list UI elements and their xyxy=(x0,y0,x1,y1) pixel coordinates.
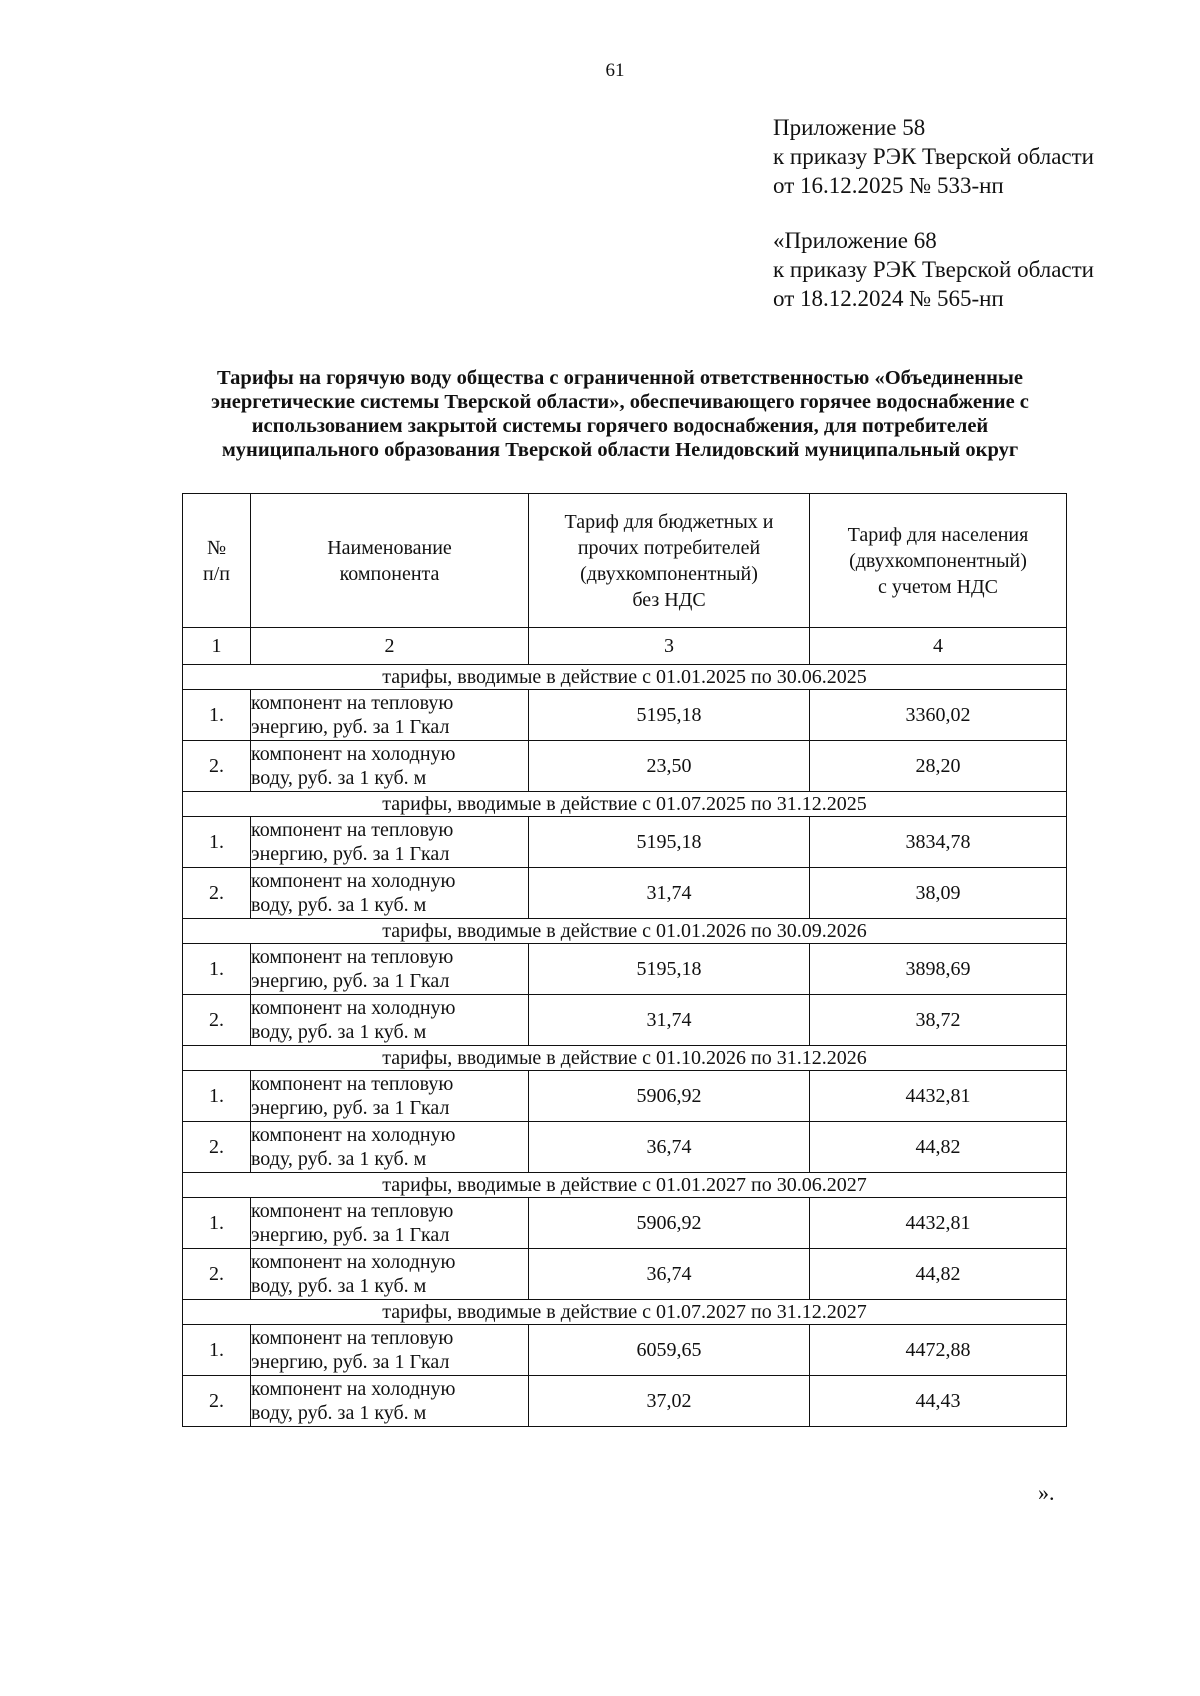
title-line: муниципального образования Тверской области Нелидовский муниципальный округ xyxy=(221,439,1019,461)
table-row xyxy=(183,1122,1067,1173)
header-name-line: компонента xyxy=(339,562,440,585)
population-tariff-value: 38,72 xyxy=(810,995,1067,1046)
component-name-line: воду, руб. за 1 куб. м xyxy=(251,894,427,916)
component-name-line: компонент на тепловую xyxy=(251,1327,454,1349)
population-tariff-value: 3834,78 xyxy=(810,817,1067,868)
component-name-line: компонент на тепловую xyxy=(251,819,454,841)
population-tariff-value: 28,20 xyxy=(810,741,1067,792)
title-line: энергетические системы Тверской области», обеспечивающего горячее водоснабжение с xyxy=(211,391,1029,413)
component-name xyxy=(251,995,529,1046)
population-tariff-value: 44,82 xyxy=(810,1122,1067,1173)
header-population-tariff xyxy=(810,494,1067,628)
column-number-row xyxy=(183,628,1067,665)
component-name-line: воду, руб. за 1 куб. м xyxy=(251,767,427,789)
row-number: 1. xyxy=(183,1198,251,1249)
population-tariff-value: 3898,69 xyxy=(810,944,1067,995)
period-label: тарифы, вводимые в действие с 01.10.2026 по 31.12.2026 xyxy=(183,1046,1067,1071)
row-number: 2. xyxy=(183,995,251,1046)
component-name xyxy=(251,1071,529,1122)
component-name-line: энергию, руб. за 1 Гкал xyxy=(251,970,450,992)
component-name-line: энергию, руб. за 1 Гкал xyxy=(251,1351,450,1373)
period-header-row xyxy=(183,1173,1067,1198)
component-name-line: воду, руб. за 1 куб. м xyxy=(251,1021,427,1043)
header-budget-line: прочих потребителей xyxy=(577,536,761,559)
period-header-row xyxy=(183,1300,1067,1325)
table-row xyxy=(183,741,1067,792)
header-population-line: (двухкомпонентный) xyxy=(849,549,1027,572)
budget-tariff-value: 36,74 xyxy=(529,1249,810,1300)
period-header-row xyxy=(183,919,1067,944)
row-number: 1. xyxy=(183,1071,251,1122)
period-label: тарифы, вводимые в действие с 01.07.2027 по 31.12.2027 xyxy=(183,1300,1067,1325)
title-line: Тарифы на горячую воду общества с ограниченной ответственностью «Объединенные xyxy=(217,367,1023,389)
budget-tariff-value: 23,50 xyxy=(529,741,810,792)
budget-tariff-value: 5906,92 xyxy=(529,1198,810,1249)
component-name xyxy=(251,1325,529,1376)
period-label: тарифы, вводимые в действие с 01.01.2025 по 30.06.2025 xyxy=(183,665,1067,690)
budget-tariff-value: 36,74 xyxy=(529,1122,810,1173)
component-name-line: воду, руб. за 1 куб. м xyxy=(251,1402,427,1424)
component-name-line: воду, руб. за 1 куб. м xyxy=(251,1148,427,1170)
page-number: 61 xyxy=(605,60,625,81)
table-row xyxy=(183,1249,1067,1300)
budget-tariff-value: 37,02 xyxy=(529,1376,810,1427)
table-row xyxy=(183,1325,1067,1376)
component-name-line: компонент на тепловую xyxy=(251,692,454,714)
row-number: 2. xyxy=(183,1376,251,1427)
population-tariff-value: 4432,81 xyxy=(810,1198,1067,1249)
budget-tariff-value: 31,74 xyxy=(529,868,810,919)
row-number: 1. xyxy=(183,690,251,741)
budget-tariff-value: 5195,18 xyxy=(529,690,810,741)
table-header-row xyxy=(183,494,1067,628)
period-label: тарифы, вводимые в действие с 01.01.2026 по 30.09.2026 xyxy=(183,919,1067,944)
component-name xyxy=(251,1376,529,1427)
table-row xyxy=(183,995,1067,1046)
period-label: тарифы, вводимые в действие с 01.07.2025 по 31.12.2025 xyxy=(183,792,1067,817)
component-name xyxy=(251,944,529,995)
column-number: 2 xyxy=(251,628,529,665)
component-name xyxy=(251,1249,529,1300)
header-budget-tariff xyxy=(529,494,810,628)
appendix-current-line: от 16.12.2025 № 533-нп xyxy=(773,173,1004,198)
component-name-line: компонент на холодную xyxy=(251,1251,456,1273)
row-number: 2. xyxy=(183,868,251,919)
row-number: 2. xyxy=(183,741,251,792)
component-name-line: энергию, руб. за 1 Гкал xyxy=(251,716,450,738)
table-row xyxy=(183,1198,1067,1249)
appendix-current xyxy=(773,113,1094,200)
appendix-current-line: к приказу РЭК Тверской области xyxy=(773,144,1094,169)
budget-tariff-value: 6059,65 xyxy=(529,1325,810,1376)
component-name-line: компонент на тепловую xyxy=(251,946,454,968)
component-name-line: компонент на тепловую xyxy=(251,1200,454,1222)
component-name-line: компонент на холодную xyxy=(251,1378,456,1400)
component-name xyxy=(251,741,529,792)
component-name-line: компонент на холодную xyxy=(251,870,456,892)
tariff-table-body xyxy=(183,665,1067,1427)
closing-quote-mark: ». xyxy=(1038,1480,1055,1505)
budget-tariff-value: 5195,18 xyxy=(529,944,810,995)
budget-tariff-value: 5906,92 xyxy=(529,1071,810,1122)
table-row xyxy=(183,690,1067,741)
header-name xyxy=(251,494,529,628)
component-name xyxy=(251,1122,529,1173)
row-number: 1. xyxy=(183,944,251,995)
population-tariff-value: 4472,88 xyxy=(810,1325,1067,1376)
appendix-amended-line: «Приложение 68 xyxy=(773,228,937,253)
header-num-line: п/п xyxy=(203,562,230,585)
component-name-line: компонент на холодную xyxy=(251,997,456,1019)
appendix-amended-line: от 18.12.2024 № 565-нп xyxy=(773,286,1004,311)
period-header-row xyxy=(183,1046,1067,1071)
component-name xyxy=(251,1198,529,1249)
appendix-amended xyxy=(773,226,1094,313)
row-number: 1. xyxy=(183,1325,251,1376)
header-budget-line: Тариф для бюджетных и xyxy=(564,510,774,533)
title-line: использованием закрытой системы горячего водоснабжения, для потребителей xyxy=(251,415,989,437)
row-number: 2. xyxy=(183,1122,251,1173)
tariff-table xyxy=(182,493,1067,1427)
table-row xyxy=(183,1376,1067,1427)
row-number: 2. xyxy=(183,1249,251,1300)
header-population-line: Тариф для населения xyxy=(847,523,1029,546)
period-label: тарифы, вводимые в действие с 01.01.2027 по 30.06.2027 xyxy=(183,1173,1067,1198)
component-name-line: компонент на холодную xyxy=(251,743,456,765)
header-num xyxy=(183,494,251,628)
population-tariff-value: 38,09 xyxy=(810,868,1067,919)
column-number: 3 xyxy=(529,628,810,665)
component-name-line: компонент на тепловую xyxy=(251,1073,454,1095)
header-budget-line: (двухкомпонентный) xyxy=(580,562,758,585)
header-name-line: Наименование xyxy=(327,536,452,559)
budget-tariff-value: 31,74 xyxy=(529,995,810,1046)
appendix-current-line: Приложение 58 xyxy=(773,115,926,140)
component-name xyxy=(251,817,529,868)
table-row xyxy=(183,1071,1067,1122)
column-number: 4 xyxy=(810,628,1067,665)
column-number: 1 xyxy=(183,628,251,665)
header-population-line: с учетом НДС xyxy=(878,575,998,598)
document-title xyxy=(120,366,1120,462)
component-name-line: компонент на холодную xyxy=(251,1124,456,1146)
table-row xyxy=(183,817,1067,868)
population-tariff-value: 44,82 xyxy=(810,1249,1067,1300)
population-tariff-value: 4432,81 xyxy=(810,1071,1067,1122)
appendix-amended-line: к приказу РЭК Тверской области xyxy=(773,257,1094,282)
component-name xyxy=(251,690,529,741)
table-row xyxy=(183,868,1067,919)
component-name-line: воду, руб. за 1 куб. м xyxy=(251,1275,427,1297)
header-budget-line: без НДС xyxy=(632,588,706,611)
population-tariff-value: 44,43 xyxy=(810,1376,1067,1427)
component-name-line: энергию, руб. за 1 Гкал xyxy=(251,1097,450,1119)
header-num-line: № xyxy=(206,536,227,559)
component-name xyxy=(251,868,529,919)
component-name-line: энергию, руб. за 1 Гкал xyxy=(251,1224,450,1246)
row-number: 1. xyxy=(183,817,251,868)
table-row xyxy=(183,944,1067,995)
period-header-row xyxy=(183,792,1067,817)
budget-tariff-value: 5195,18 xyxy=(529,817,810,868)
population-tariff-value: 3360,02 xyxy=(810,690,1067,741)
component-name-line: энергию, руб. за 1 Гкал xyxy=(251,843,450,865)
period-header-row xyxy=(183,665,1067,690)
